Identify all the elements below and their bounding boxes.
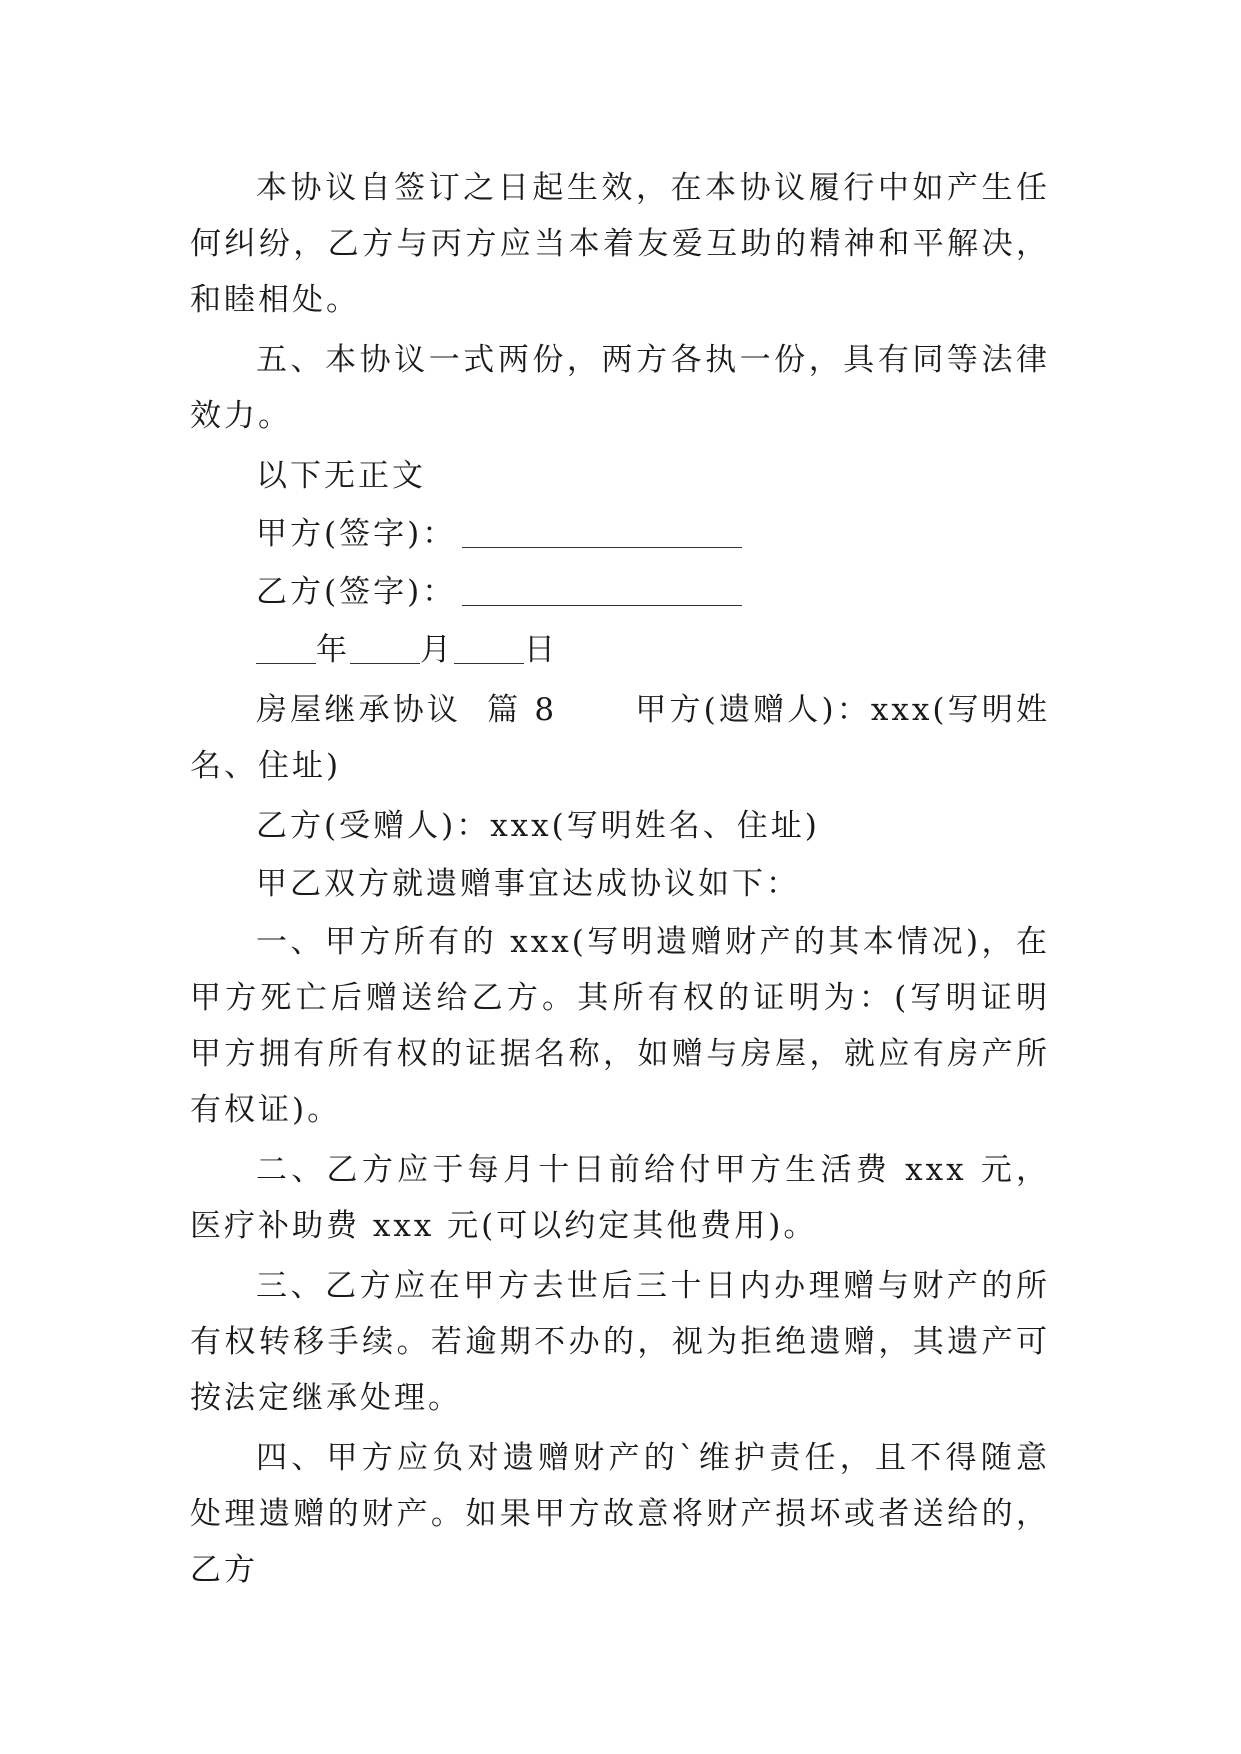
clause-4: 四、甲方应负对遗赠财产的`维护责任，且不得随意处理遗赠的财产。如果甲方故意将财产损坏或者送给的，乙方 [190, 1440, 1050, 1588]
signature-party-b-label: 乙方(签字)： [256, 574, 457, 610]
day-blank [454, 633, 524, 664]
party-b-line: 乙方(受赠人)：xxx(写明姓名、住址) [256, 808, 820, 844]
paragraph-effective-date: 本协议自签订之日起生效，在本协议履行中如产生任何纠纷，乙方与丙方应当本着友爱互助的精神和平解决，和睦相处。 [190, 170, 1050, 318]
signature-party-a-label: 甲方(签字)： [256, 516, 457, 552]
agreement-intro: 甲乙双方就遗赠事宜达成协议如下： [256, 866, 800, 902]
day-label: 日 [524, 632, 558, 668]
signature-party-a [190, 506, 1050, 562]
clause-2: 二、乙方应于每月十日前给付甲方生活费 xxx 元，医疗补助费 xxx 元(可以约定其他费用)。 [190, 1152, 1050, 1244]
signature-party-a-line [462, 517, 742, 548]
date-line [190, 622, 1050, 678]
signature-party-b-line [462, 575, 742, 606]
clause-3: 三、乙方应在甲方去世后三十日内办理赠与财产的所有权转移手续。若逾期不办的，视为拒绝遗赠，其遗产可按法定继承处理。 [190, 1268, 1050, 1416]
month-label: 月 [420, 632, 454, 668]
section8-heading: 房屋继承协议 篇 8 甲方(遗赠人)：xxx(写明姓名、住址) [190, 692, 1050, 784]
paragraph-no-further-text: 以下无正文 [256, 458, 426, 494]
document-body [190, 160, 1050, 1602]
paragraph-copies: 五、本协议一式两份，两方各执一份，具有同等法律效力。 [190, 342, 1050, 434]
signature-party-b [190, 564, 1050, 620]
clause-1: 一、甲方所有的 xxx(写明遗赠财产的其本情况)，在甲方死亡后赠送给乙方。其所有权的证明为：(写明证明甲方拥有所有权的证据名称，如赠与房屋，就应有房产所有权证)。 [190, 924, 1050, 1128]
year-label: 年 [316, 632, 350, 668]
month-blank [350, 633, 420, 664]
year-blank [256, 633, 316, 664]
